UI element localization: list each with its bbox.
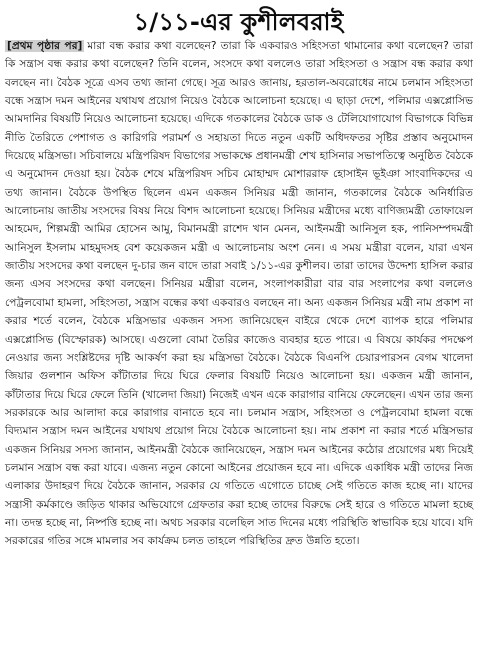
article-body (5, 37, 473, 551)
headline: ১/১১-এর কুশীলবরাই (133, 8, 344, 36)
continuation-tag: [প্রথম পৃষ্ঠার পর] (7, 40, 83, 52)
article-text: মারা বন্ধ করার কথা বলেছেন? তারা কি একবারও সহিংসতা থামানোর কথা বলেছেন? তারা কি সন্ত্রাস বন্ধ করার কথা বলেছেন? তিনি বলেন, সংসদে কথা বললেও তারা সহিংসতা ও সন্ত্রাস বন্ধ করার কথা বলছেন না। বৈঠক সূত্রে এসব তথ্য জানা গেছে। সূত্র আরও জানায়, হরতাল-অবরোধের নামে চলমান সহিংসতা বন্ধে সন্ত্রাস দমন আইনের যথাযথ প্রয়োগ নিয়েও বৈঠকে আলোচনা হয়েছে। এ ছাড়া দেশে, পলিমার এক্সপ্লোসিভ আমদানির বিষয়টি নিয়েও আলোচনা হয়েছে। এদিকে গতকালের বৈঠকে ডাক ও টেলিযোগাযোগ বিভাগকে বিভিন্ন নীতি তৈরিতে পেশাগত ও কারিগরি পরামর্শ ও সহায়তা দিতে নতুন একটি অধিদফতর সৃষ্টির প্রস্তাব অনুমোদন দিয়েছে মন্ত্রিসভা। সচিবালয়ে মন্ত্রিপরিষদ বিভাগের সভাকক্ষে প্রধানমন্ত্রী শেখ হাসিনার সভাপতিত্বে অনুষ্ঠিত বৈঠকে এ অনুমোদন দেওয়া হয়। বৈঠক শেষে মন্ত্রিপরিষদ সচিব মোহাম্মদ মোশাররাফ হোসাইন ভূইঞা সাংবাদিকদের এ তথ্য জানান। বৈঠকে উপস্থিত ছিলেন এমন একজন সিনিয়র মন্ত্রী জানান, গতকালের বৈঠকে অনির্ধারিত আলোচনায় জাতীয় সংসদের বিষয় নিয়ে বিশদ আলোচনা হয়েছে। সিনিয়র মন্ত্রীদের মধ্যে বাণিজ্যমন্ত্রী তোফায়েল আহমেদ, শিল্পমন্ত্রী আমির হোসেন আমু, বিমানমন্ত্রী রাশেদ খান মেনন, আইনমন্ত্রী আনিসুল হক, পানিসম্পদমন্ত্রী আনিসুল ইসলাম মাহমুদসহ বেশ কয়েকজন মন্ত্রী এ আলোচনায় অংশ নেন। এ সময় মন্ত্রীরা বলেন, যারা এখন জাতীয় সংসদের কথা বলছেন দু-চার জন বাদে তারা সবাই ১/১১-এর কুশীলব। তারা তাদের উদ্দেশ্য হাসিল করার জন্য এসব সংসদের কথা বলছেন। সিনিয়র মন্ত্রীরা বলেন, সংলাপকারীরা বার বার সংলাপের কথা বললেও পেট্রলবোমা হামলা, সহিংসতা, সন্ত্রাস বন্ধের কথা একবারও বলছেন না। অন্য একজন সিনিয়র মন্ত্রী নাম প্রকাশ না করার শর্তে বলেন, বৈঠকে মন্ত্রিসভার একজন সদস্য জানিয়েছেন বাইরে থেকে দেশে ব্যাপক হারে পলিমার এক্সপ্লোসিভ (বিস্ফোরক) আসছে। এগুলো বোমা তৈরির কাজেও ব্যবহার হতে পারে। এ বিষয়ে কার্যকর পদক্ষেপ নেওয়ার জন্য সংশ্লিষ্টদের দৃষ্টি আকর্ষণ করা হয় মন্ত্রিসভা বৈঠকে। বৈঠকে বিএনপি চেয়ারপারসন বেগম খালেদা জিয়ার গুলশান অফিস কাঁটাতার দিয়ে ঘিরে ফেলার বিষয়টি নিয়েও আলোচনা হয়। একজন মন্ত্রী জানান, কাঁটাতার দিয়ে ঘিরে ফেলে তিনি (খালেদা জিয়া) নিজেই এখন একে কারাগার বানিয়ে ফেলেছেন। এখন তার জন্য সরকারকে আর আলাদা করে কারাগার বানাতে হবে না। চলমান সন্ত্রাস, সহিংসতা ও পেট্রলবোমা হামলা বন্ধে বিদ্যমান সন্ত্রাস দমন আইনের যথাযথ প্রয়োগ নিয়ে বৈঠকে আলোচনা হয়। নাম প্রকাশ না করার শর্তে মন্ত্রিসভার একজন সিনিয়র সদস্য জানান, আইনমন্ত্রী বৈঠকে জানিয়েছেন, সন্ত্রাস দমন আইনের কঠোর প্রয়োগের মধ্য দিয়েই চলমান সন্ত্রাস বন্ধ করা যাবে। এজন্য নতুন কোনো আইনের প্রয়োজন হবে না। এদিকে একাধিক মন্ত্রী তাদের নিজ এলাকার উদাহরণ দিয়ে বৈঠকে জানান, সরকার যে গতিতে এগোতে চাচ্ছে সেই গতিতে কাজ হচ্ছে না। যাদের সন্ত্রাসী কর্মকাণ্ডে জড়িত থাকার অভিযোগে গ্রেফতার করা হচ্ছে তাদের বিরুদ্ধে সেই হারে ও গতিতে মামলা হচ্ছে না। তদন্ত হচ্ছে না, নিষ্পত্তি হচ্ছে না। অথচ সরকার বলেছিল সাত দিনের মধ্যে পরিস্থিতি স্বাভাবিক হয়ে যাবে। যদি সরকারের গতির সঙ্গে মামলার সব কার্যক্রম চলত তাহলে পরিস্থিতির দ্রুত উন্নতি হতো। (5, 40, 473, 548)
